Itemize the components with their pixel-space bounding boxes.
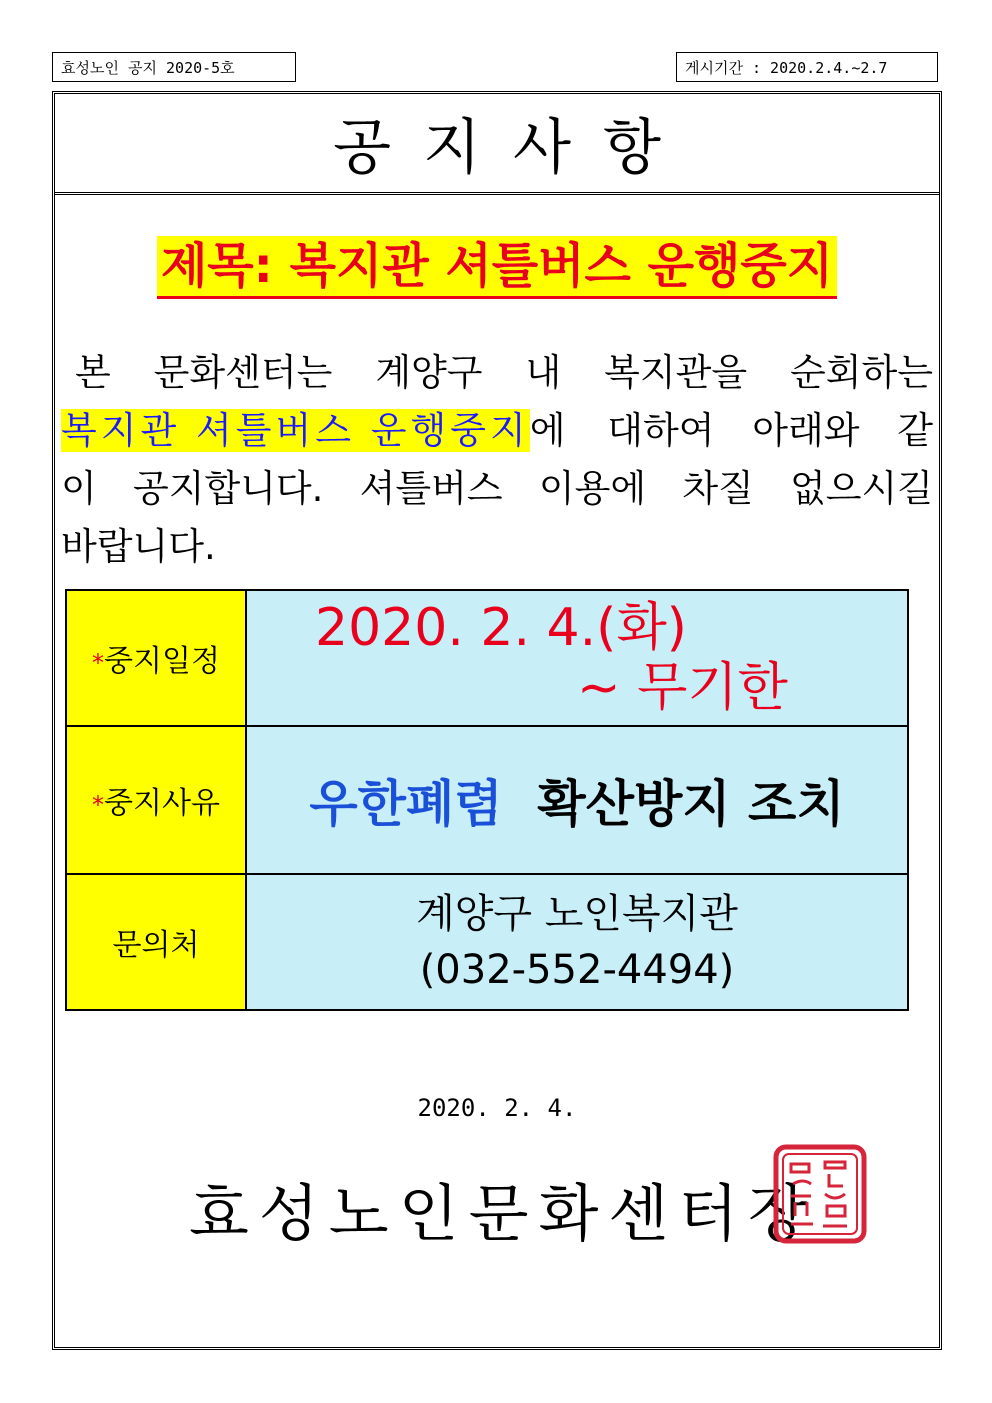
schedule-label: 중지일정 <box>104 644 220 679</box>
contact-label-cell <box>66 874 246 1010</box>
word: 없으시길 <box>790 467 933 510</box>
reason-action: 확산방지 조치 <box>537 775 845 833</box>
word: 문화센터는 <box>153 351 333 394</box>
reason-label-cell <box>66 726 246 874</box>
contact-org: 계양구 노인복지관 <box>416 891 738 937</box>
info-table <box>65 589 909 1011</box>
title-box <box>55 94 939 195</box>
subject-heading: 제목: 복지관 셔틀버스 운행중지 <box>157 236 837 299</box>
word: 차질 <box>682 467 754 510</box>
word: 본 <box>75 351 111 394</box>
body-line-4 <box>61 518 933 576</box>
schedule-end: ~ 무기한 <box>577 658 788 718</box>
contact-phone: (032-552-4494) <box>419 947 735 993</box>
reason-label: 중지사유 <box>104 786 220 821</box>
body-line-3 <box>61 460 933 518</box>
contact-value-cell <box>246 874 908 1010</box>
word: 복지관을 <box>604 351 748 394</box>
notice-frame <box>52 91 942 1350</box>
schedule-label-cell <box>66 590 246 726</box>
word: 순회하는 <box>790 351 933 394</box>
official-seal-icon <box>773 1144 867 1244</box>
page-title: 공지사항 <box>333 113 693 183</box>
subject-wrap <box>55 236 939 299</box>
body-paragraph <box>61 344 933 576</box>
word: 내 <box>525 351 562 394</box>
word: 대하여 <box>607 409 715 452</box>
word: 이 <box>61 467 97 510</box>
highlighted-phrase: 복지관 셔틀버스 운행중지 <box>61 409 530 452</box>
posting-period: 게시기간 : 2020.2.4.~2.7 <box>676 52 938 82</box>
table-row <box>66 726 908 874</box>
word: 공지합니다. <box>132 467 324 510</box>
word: 셔틀버스 <box>359 467 503 510</box>
word: 에 <box>529 409 570 452</box>
reason-value-cell <box>246 726 908 874</box>
star-mark: * <box>92 649 105 677</box>
sender-signature: 효성노인문화센터장 <box>189 1177 819 1250</box>
table-row <box>66 590 908 726</box>
notice-number: 효성노인 공지 2020-5호 <box>52 52 296 82</box>
word: 계양구 <box>375 351 483 394</box>
word: 바랍니다. <box>61 525 216 568</box>
word: 같 <box>897 409 933 452</box>
body-line-1 <box>61 344 933 402</box>
table-row <box>66 874 908 1010</box>
issue-date: 2020. 2. 4. <box>417 1094 577 1122</box>
body-line-2 <box>61 402 933 460</box>
schedule-value-cell <box>246 590 908 726</box>
contact-label: 문의처 <box>112 928 200 963</box>
word: 아래와 <box>752 409 860 452</box>
word: 이용에 <box>538 467 647 510</box>
star-mark: * <box>92 791 105 819</box>
reason-cause: 우한폐렴 <box>309 775 503 833</box>
schedule-start: 2020. 2. 4.(화) <box>315 598 687 658</box>
